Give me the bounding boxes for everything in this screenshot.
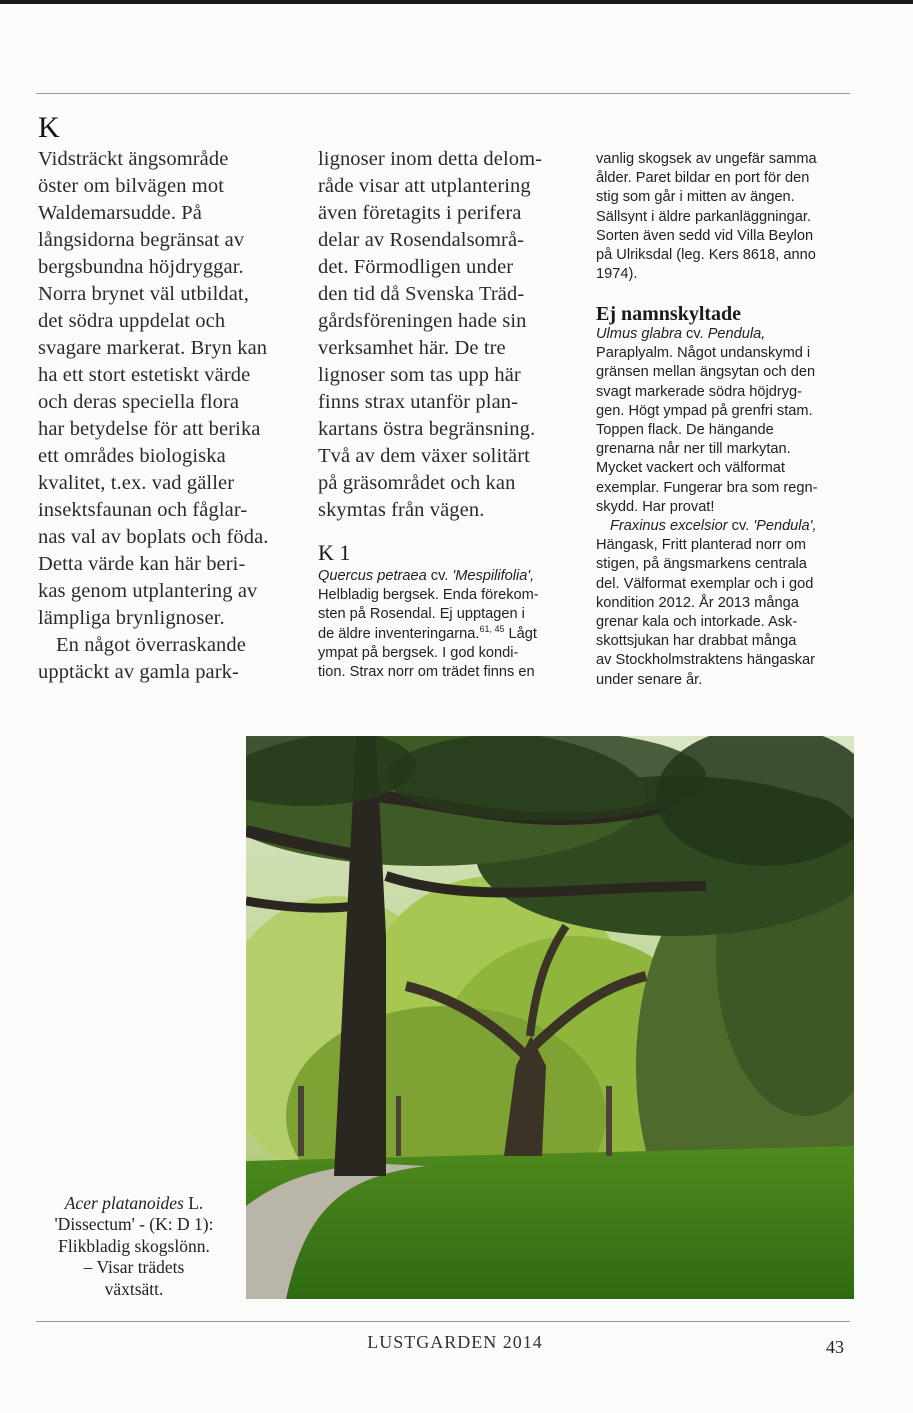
fraxinus-entry (596, 517, 856, 690)
column-1-paragraph-2 (38, 632, 290, 686)
text-line: En något överraskande (56, 634, 246, 656)
fraxinus-cv: cv. (731, 518, 750, 535)
text-line: sten på Rosendal. Ej upptagen i (318, 606, 525, 623)
text-line: stig som går i mitten av ängen. (596, 189, 795, 206)
k1-species: Quercus petraea (318, 568, 427, 584)
text-line: öster om bilvägen mot (38, 175, 224, 197)
k1-cv: cv. (430, 568, 449, 584)
text-line: tion. Strax norr om trädet finns en (318, 664, 535, 681)
column-2-text (318, 146, 573, 524)
text-line: 'Dissectum' - (K: D 1): (54, 1214, 214, 1235)
text-line: och deras speciella flora (38, 391, 240, 413)
text-line: även företagits i perifera (318, 202, 522, 224)
text-line: lignoser som tas upp här (318, 364, 521, 386)
text-line: ympat på bergsek. I god kondi- (318, 644, 519, 661)
text-line: under senare år. (596, 671, 703, 688)
text-line: Norra brynet väl utbildat, (38, 283, 249, 305)
text-line: skydd. Har provat! (596, 498, 715, 515)
text-line: grenar kala och intorkade. Ask- (596, 614, 798, 631)
text-line: bergsbundna höjdryggar. (38, 256, 244, 278)
text-line: ha ett stort estetiskt värde (38, 364, 251, 386)
text-line: kondition 2012. År 2013 många (596, 594, 799, 611)
text-line: Toppen flack. De hängande (596, 422, 774, 439)
text-line: Sällsynt i äldre parkanläggningar. (596, 208, 811, 225)
text-line: vanlig skogsek av ungefär samma (596, 151, 817, 167)
text-line: Waldemarsudde. På (38, 202, 202, 224)
text-line: av Stockholmstraktens hängaskar (596, 652, 816, 669)
caption-author: L. (188, 1193, 204, 1213)
text-line: råde visar att utplantering (318, 175, 531, 197)
tree-photograph (246, 736, 854, 1299)
text-line: gränsen mellan ängsytan och den (596, 364, 816, 381)
text-line: Hängask, Fritt planterad norr om (596, 537, 807, 554)
text-line: grenarna når ner till markytan. (596, 441, 791, 458)
ulmus-species: Ulmus glabra (596, 326, 682, 342)
text-line: – Visar trädets (83, 1257, 185, 1278)
column-1-paragraph-1 (38, 146, 290, 632)
photo-caption (34, 1193, 234, 1300)
k1-cultivar: 'Mespilifolia', (452, 568, 535, 584)
text-line: finns strax utanför plan- (318, 391, 519, 413)
footer-rule (36, 1321, 850, 1322)
column-1-text (38, 146, 290, 686)
text-line: de äldre inventeringarna. (318, 625, 480, 642)
fraxinus-species: Fraxinus excelsior (610, 518, 728, 535)
text-line: kartans östra begränsning. (318, 418, 536, 440)
text-line: gen. Högt ympad på grenfri stam. (596, 402, 813, 419)
k1-entry (318, 567, 578, 682)
ulmus-entry (596, 325, 856, 517)
column-2-paragraph (318, 146, 573, 524)
k1-heading: K 1 (318, 540, 351, 565)
text-line: Mycket vackert och välformat (596, 460, 785, 477)
text-line: upptäckt av gamla park- (38, 661, 239, 683)
text-line: Två av dem växer solitärt (318, 445, 530, 467)
text-line: insektsfaunan och fåglar- (38, 499, 248, 521)
text-line: växtsätt. (104, 1278, 164, 1299)
text-line: svagt markerade södra höjdryg- (596, 383, 803, 400)
text-line: kas genom utplantering av (38, 580, 258, 602)
section-letter: K (38, 111, 60, 144)
header-rule (36, 93, 850, 94)
text-line: Flikbladig skogslönn. (58, 1235, 210, 1256)
text-line: den tid då Svenska Träd- (318, 283, 525, 305)
ulmus-cv: cv. (686, 326, 704, 342)
text-line: skottsjukan har drabbat många (596, 633, 797, 650)
text-line: ett områdes biologiska (38, 445, 226, 467)
text-line: har betydelse för att berika (38, 418, 261, 440)
text-line: stigen, på ängsmarkens centrala (596, 556, 807, 573)
text-line: på gräsområdet och kan (318, 472, 516, 494)
text-line: delar av Rosendalsområ- (318, 229, 525, 251)
text-line: ålder. Paret bildar en port för den (596, 170, 810, 187)
ej-namnskyltade-heading: Ej namnskyltade (596, 303, 742, 325)
text-line: del. Välformat exemplar och i god (596, 575, 814, 592)
text-line: på Ulriksdal (leg. Kers 8618, anno (596, 247, 816, 264)
text-line: nas val av boplats och föda. (38, 526, 269, 548)
ulmus-cultivar: Pendula, (707, 326, 766, 342)
text-line: exemplar. Fungerar bra som regn- (596, 479, 818, 496)
fraxinus-cultivar: 'Pendula', (753, 518, 817, 535)
text-line: lämpliga brynlignoser. (38, 607, 225, 629)
text-line: Detta värde kan här beri- (38, 553, 246, 575)
text-line: skymtas från vägen. (318, 499, 485, 521)
text-fragment: Lågt (504, 625, 537, 642)
text-line: det södra uppdelat och (38, 310, 226, 332)
tree-photo-illustration (246, 736, 854, 1299)
text-line: Vidsträckt ängsområde (38, 148, 229, 170)
text-line: kvalitet, t.ex. vad gäller (38, 472, 235, 494)
text-line: 1974). (596, 266, 638, 283)
ej-namnskyltade-entries (596, 325, 856, 690)
footer-publication-title: LUSTGARDEN 2014 (367, 1332, 543, 1352)
text-line: verksamhet här. De tre (318, 337, 506, 359)
text-line: Helbladig bergsek. Enda förekom- (318, 587, 539, 604)
page-top-edge (0, 0, 913, 4)
page-number: 43 (826, 1337, 844, 1357)
reference-numbers: 61, 45 (479, 623, 505, 634)
text-line: gårdsföreningen hade sin (318, 310, 527, 332)
text-line: långsidorna begränsat av (38, 229, 245, 251)
text-line: Paraplyalm. Något undanskymd i (596, 345, 811, 362)
caption-species: Acer platanoides (64, 1193, 184, 1213)
text-line: lignoser inom detta delom- (318, 148, 543, 170)
column-3-continued-text (596, 150, 856, 284)
text-line: svagare markerat. Bryn kan (38, 337, 268, 359)
text-line: det. Förmodligen under (318, 256, 514, 278)
text-line: Sorten även sedd vid Villa Beylon (596, 227, 814, 244)
